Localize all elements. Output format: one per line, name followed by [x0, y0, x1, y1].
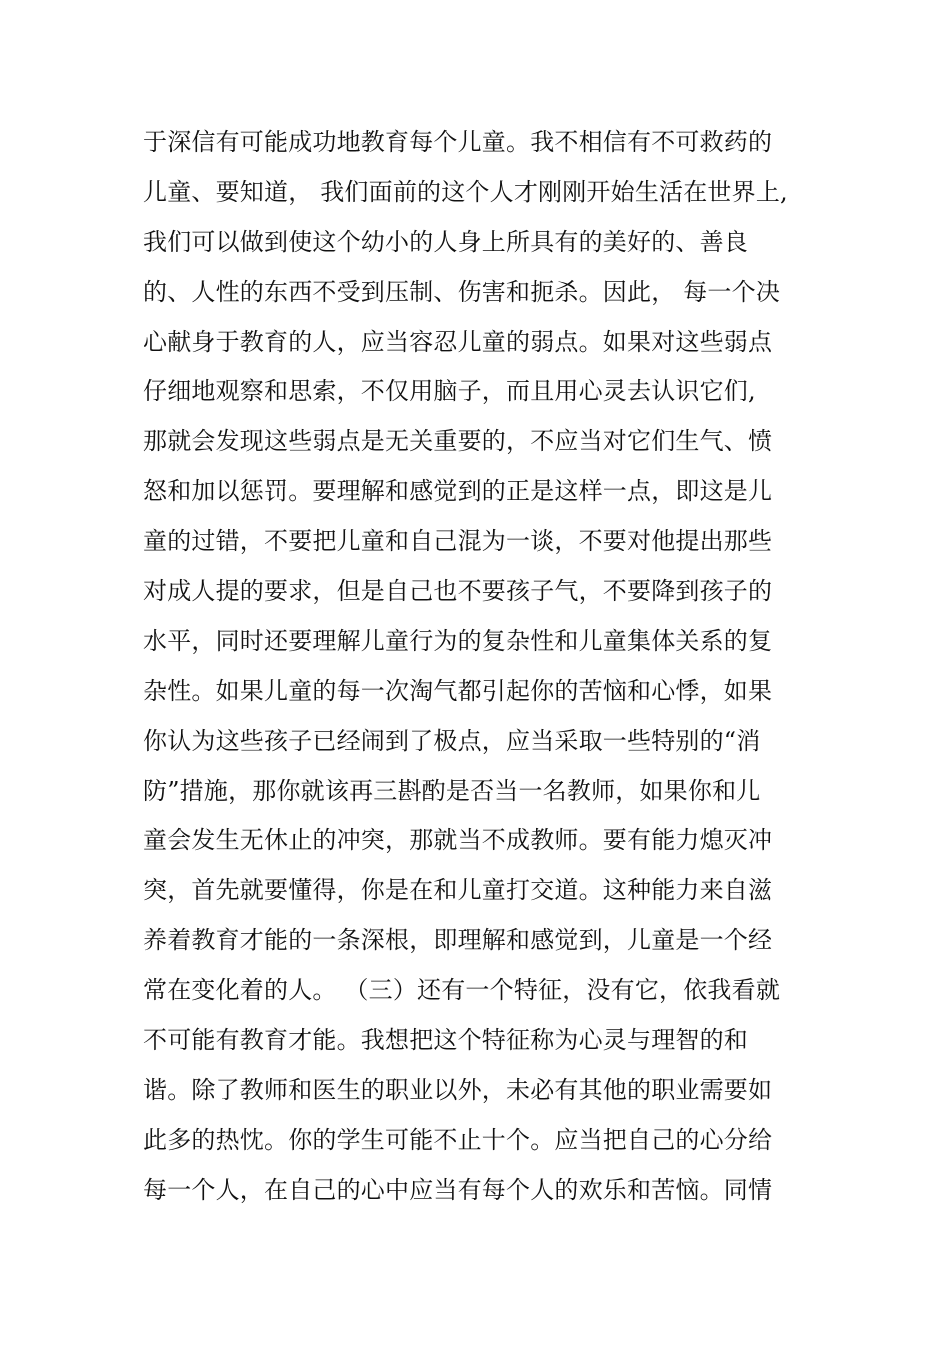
text-line: 的、人性的东西不受到压制、伤害和扼杀。因此， 每一个决	[143, 277, 781, 306]
text-line: 怒和加以惩罚。要理解和感觉到的正是这样一点，即这是儿	[143, 477, 773, 506]
text-line: 谐。除了教师和医生的职业以外，未必有其他的职业需要如	[143, 1075, 773, 1104]
text-line: 心献身于教育的人，应当容忍儿童的弱点。如果对这些弱点	[143, 327, 773, 356]
text-line: 每一个人，在自己的心中应当有每个人的欢乐和苦恼。同情	[143, 1175, 773, 1204]
body-text	[143, 118, 788, 1216]
text-line: 童的过错，不要把儿童和自己混为一谈，不要对他提出那些	[143, 527, 773, 556]
text-line: 对成人提的要求，但是自己也不要孩子气，不要降到孩子的	[143, 577, 773, 606]
text-line: 仔细地观察和思索，不仅用脑子，而且用心灵去认识它们,	[143, 377, 756, 406]
text-line: 我们可以做到使这个幼小的人身上所具有的美好的、善良	[143, 227, 748, 256]
text-line: 水平，同时还要理解儿童行为的复杂性和儿童集体关系的复	[143, 626, 773, 655]
text-line: 那就会发现这些弱点是无关重要的，不应当对它们生气、愤	[143, 427, 773, 456]
text-line: 防”措施，那你就该再三斟酌是否当一名教师，如果你和儿	[143, 776, 761, 805]
text-line: 儿童、要知道， 我们面前的这个人才刚刚开始生活在世界上,	[143, 177, 788, 206]
text-line: 于深信有可能成功地教育每个儿童。我不相信有不可救药的	[143, 128, 773, 156]
text-line: 常在变化着的人。 （三）还有一个特征，没有它，依我看就	[143, 976, 781, 1005]
text-line: 童会发生无休止的冲突，那就当不成教师。要有能力熄灭冲	[143, 826, 773, 855]
text-line: 养着教育才能的一条深根，即理解和感觉到，儿童是一个经	[143, 926, 773, 955]
text-line: 不可能有教育才能。我想把这个特征称为心灵与理智的和	[143, 1026, 748, 1055]
text-line: 杂性。如果儿童的每一次淘气都引起你的苦恼和心悸，如果	[143, 676, 773, 705]
text-line: 你认为这些孩子已经闹到了极点，应当采取一些特别的“消	[143, 726, 761, 755]
text-line: 突，首先就要懂得，你是在和儿童打交道。这种能力来自滋	[143, 876, 773, 905]
text-line: 此多的热忱。你的学生可能不止十个。应当把自己的心分给	[143, 1125, 773, 1154]
